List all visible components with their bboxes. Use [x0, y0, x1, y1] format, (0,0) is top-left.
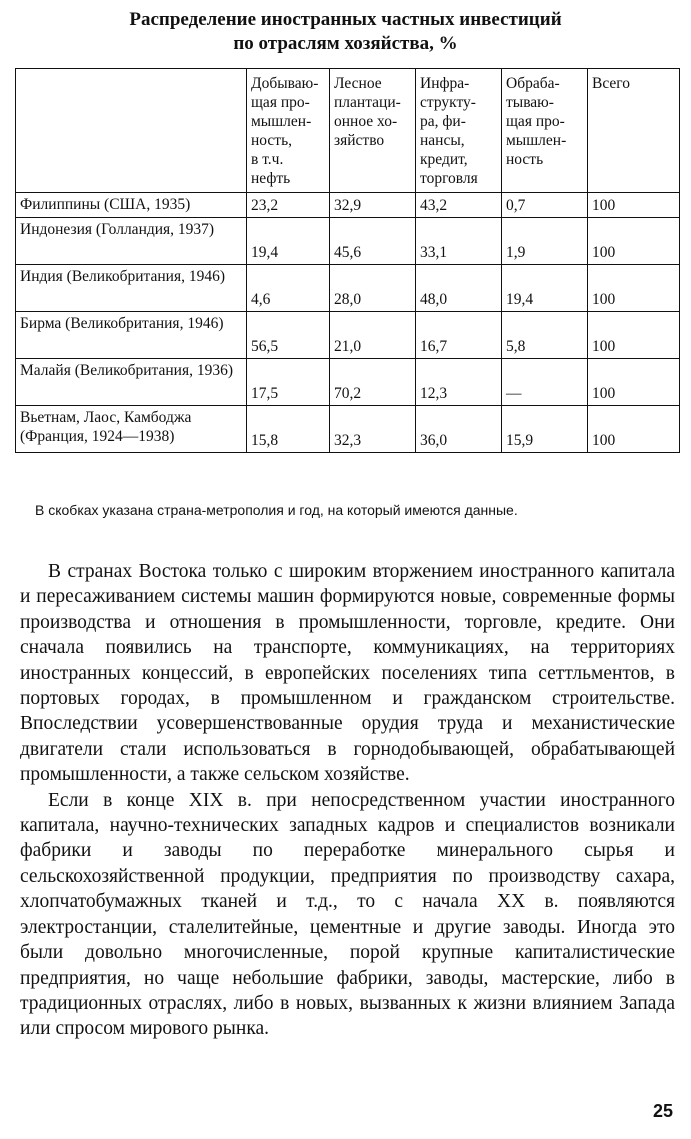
cell-total: 100 [588, 218, 680, 265]
cell-forestry: 32,3 [330, 406, 416, 453]
header-total: Всего [588, 69, 680, 193]
cell-mining: 56,5 [247, 312, 330, 359]
cell-mining: 19,4 [247, 218, 330, 265]
cell-forestry: 45,6 [330, 218, 416, 265]
table-row [16, 406, 680, 453]
table-row [16, 265, 680, 312]
paragraph: Если в конце XIX в. при непосредственном участии иностранного капитала, научно-технических западных кадров и специалистов возникали фабрики и заводы по переработке минерального сырья и сельскохозяйственной продукции, предприятия по производству сахара, хлопчатобумажных тканей и т.д., то с начала XX в. появляются электростанции, сталелитейные, цементные и другие заводы. Иногда это были довольно многочисленные, порой крупные капиталистические предприятия, но чаще небольшие фабрики, заводы, мастерские, либо в традиционных отраслях, либо в новых, вызванных к жизни влиянием Запада или спросом мирового рынка. [20, 789, 675, 1040]
cell-total: 100 [588, 265, 680, 312]
table-title-line-1: Распределение иностранных частных инвестиций [129, 9, 562, 30]
cell-total: 100 [588, 406, 680, 453]
cell-forestry: 21,0 [330, 312, 416, 359]
cell-total: 100 [588, 312, 680, 359]
cell-mining: 23,2 [247, 193, 330, 218]
header-mining: Добываю- щая про- мышлен- ность, в т.ч. нефть [247, 69, 330, 193]
cell-manufacturing: 5,8 [502, 312, 588, 359]
investment-table [15, 68, 680, 453]
cell-total: 100 [588, 193, 680, 218]
table-title [0, 8, 691, 56]
header-infrastructure: Инфра- структу- ра, фи- нансы, кредит, торговля [416, 69, 502, 193]
cell-manufacturing: 15,9 [502, 406, 588, 453]
table-row [16, 218, 680, 265]
cell-forestry: 32,9 [330, 193, 416, 218]
cell-mining: 15,8 [247, 406, 330, 453]
table-row [16, 359, 680, 406]
header-forestry: Лесное плантаци- онное хо- зяйство [330, 69, 416, 193]
page-number: 25 [652, 1101, 673, 1121]
cell-forestry: 70,2 [330, 359, 416, 406]
cell-infrastructure: 33,1 [416, 218, 502, 265]
cell-manufacturing: — [502, 359, 588, 406]
header-manufacturing: Обраба- тываю- щая про- мышлен- ность [502, 69, 588, 193]
cell-manufacturing: 1,9 [502, 218, 588, 265]
cell-infrastructure: 43,2 [416, 193, 502, 218]
cell-total: 100 [588, 359, 680, 406]
cell-infrastructure: 12,3 [416, 359, 502, 406]
header-country [16, 69, 247, 193]
cell-country: Индонезия (Голландия, 1937) [16, 218, 247, 265]
cell-infrastructure: 36,0 [416, 406, 502, 453]
table-row [16, 193, 680, 218]
cell-country: Бирма (Великобритания, 1946) [16, 312, 247, 359]
cell-infrastructure: 16,7 [416, 312, 502, 359]
cell-manufacturing: 19,4 [502, 265, 588, 312]
table-title-line-2: по отраслям хозяйства, % [233, 33, 458, 54]
cell-country: Вьетнам, Лаос, Камбоджа (Франция, 1924—1938) [16, 406, 247, 453]
cell-infrastructure: 48,0 [416, 265, 502, 312]
table-footnote: В скобках указана страна-метрополия и год, на который имеются данные. [35, 502, 518, 518]
cell-mining: 17,5 [247, 359, 330, 406]
cell-country: Малайя (Великобритания, 1936) [16, 359, 247, 406]
cell-country: Индия (Великобритания, 1946) [16, 265, 247, 312]
cell-forestry: 28,0 [330, 265, 416, 312]
table-header-row [16, 69, 680, 193]
table-row [16, 312, 680, 359]
cell-mining: 4,6 [247, 265, 330, 312]
cell-manufacturing: 0,7 [502, 193, 588, 218]
paragraph: В странах Востока только с широким вторжением иностранного капитала и пересаживанием системы машин формируются новые, современные формы производства и отношения в промышленности, торговле, кредите. Они сначала появились на транспорте, коммуникациях, на территориях иностранных концессий, в европейских поселениях типа сеттльментов, в портовых городах, в промышленном и гражданском строительстве. Впоследствии усовершенствованные орудия труда и механистические двигатели стали использоваться в горнодобывающей, обрабатывающей промышленности, а также сельском хозяйстве. [20, 561, 675, 786]
body-text [20, 559, 675, 1042]
cell-country: Филиппины (США, 1935) [16, 193, 247, 218]
